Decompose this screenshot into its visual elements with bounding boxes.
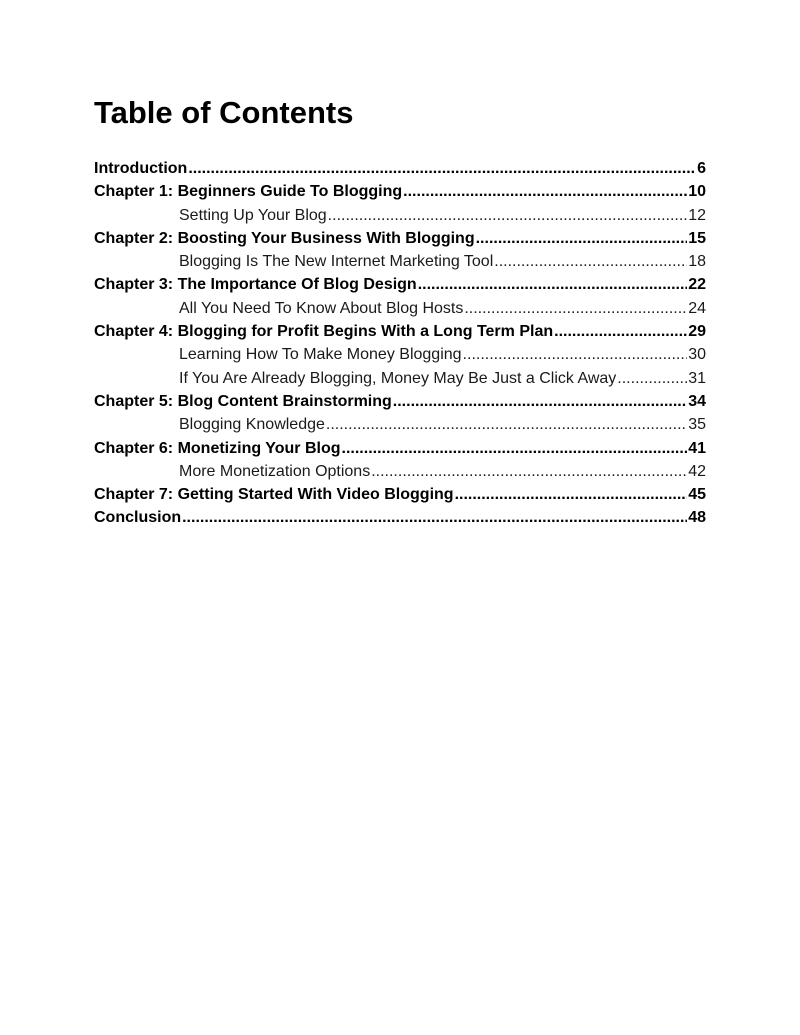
- toc-entry-chapter-6[interactable]: [94, 437, 706, 460]
- toc-entry-label: If You Are Already Blogging, Money May Be Just a Click Away: [179, 369, 617, 387]
- page-title: Table of Contents: [94, 95, 354, 130]
- toc-entry-chapter-2[interactable]: [94, 227, 706, 250]
- toc-entry-page-number: 48: [688, 509, 706, 527]
- dot-leader: [463, 343, 688, 366]
- toc-entry-page-number: 18: [688, 253, 706, 271]
- dot-leader: [464, 297, 687, 320]
- toc-entry-conclusion[interactable]: [94, 506, 706, 529]
- toc-entry-chapter-7[interactable]: [94, 483, 706, 506]
- toc-entry-setting-up-your-blog[interactable]: [94, 204, 706, 227]
- toc-entry-label: Blogging Knowledge: [179, 416, 325, 434]
- dot-leader: [476, 227, 688, 250]
- toc-entry-page-number: 10: [688, 183, 706, 201]
- toc-entry-label: Introduction: [94, 160, 188, 177]
- toc-entry-label: Chapter 5: Blog Content Brainstorming: [94, 392, 392, 410]
- toc-entry-blog-hosts[interactable]: [94, 297, 706, 320]
- toc-entry-make-money-blogging[interactable]: [94, 343, 706, 366]
- toc-entry-label: More Monetization Options: [179, 462, 371, 480]
- toc-entry-page-number: 35: [688, 416, 706, 434]
- toc-entry-page-number: 41: [688, 439, 706, 457]
- toc-entry-label: Chapter 3: The Importance Of Blog Design: [94, 276, 417, 294]
- toc-entry-blogging-marketing-tool[interactable]: [94, 250, 706, 273]
- toc-entry-page-number: 31: [688, 369, 706, 387]
- toc-entry-label: Setting Up Your Blog: [179, 206, 327, 224]
- dot-leader: [371, 460, 687, 483]
- toc-entry-page-number: 12: [688, 206, 706, 224]
- toc-entry-money-click-away[interactable]: [94, 367, 706, 390]
- toc-entry-label: Chapter 2: Boosting Your Business With Blogging: [94, 229, 475, 247]
- dot-leader: [418, 273, 688, 296]
- toc-entry-label: Chapter 7: Getting Started With Video Blogging: [94, 486, 454, 504]
- toc-entry-introduction[interactable]: [94, 157, 706, 180]
- toc-entry-chapter-4[interactable]: [94, 320, 706, 343]
- dot-leader: [188, 157, 696, 180]
- toc-entry-page-number: 29: [688, 323, 706, 341]
- toc-entry-page-number: 45: [688, 486, 706, 504]
- toc-entry-label: Chapter 1: Beginners Guide To Blogging: [94, 183, 403, 201]
- toc-entry-page-number: 24: [688, 299, 706, 317]
- toc-entry-label: Conclusion: [94, 509, 182, 527]
- dot-leader: [182, 506, 687, 529]
- dot-leader: [342, 437, 688, 460]
- toc-entry-page-number: 15: [688, 229, 706, 247]
- toc-entry-chapter-5[interactable]: [94, 390, 706, 413]
- dot-leader: [494, 250, 687, 273]
- toc-entry-page-number: 34: [688, 392, 706, 410]
- toc-entry-label: Blogging Is The New Internet Marketing Tool: [179, 253, 494, 271]
- toc-entry-chapter-3[interactable]: [94, 273, 706, 296]
- dot-leader: [617, 367, 687, 390]
- toc-entry-label: Chapter 4: Blogging for Profit Begins With a Long Term Plan: [94, 323, 554, 341]
- toc-entry-label: All You Need To Know About Blog Hosts: [179, 299, 464, 317]
- toc-entry-page-number: 6: [697, 160, 706, 177]
- toc-entry-chapter-1[interactable]: [94, 180, 706, 203]
- toc-entry-label: Chapter 6: Monetizing Your Blog: [94, 439, 341, 457]
- toc-entry-blogging-knowledge[interactable]: [94, 413, 706, 436]
- toc-list: [94, 157, 706, 530]
- toc-entry-page-number: 30: [688, 346, 706, 364]
- dot-leader: [326, 413, 687, 436]
- toc-entry-page-number: 42: [688, 462, 706, 480]
- toc-entry-label: Learning How To Make Money Blogging: [179, 346, 462, 364]
- toc-entry-monetization-options[interactable]: [94, 460, 706, 483]
- toc-entry-page-number: 22: [688, 276, 706, 294]
- dot-leader: [455, 483, 688, 506]
- dot-leader: [393, 390, 687, 413]
- dot-leader: [403, 180, 687, 203]
- dot-leader: [554, 320, 687, 343]
- dot-leader: [328, 204, 688, 227]
